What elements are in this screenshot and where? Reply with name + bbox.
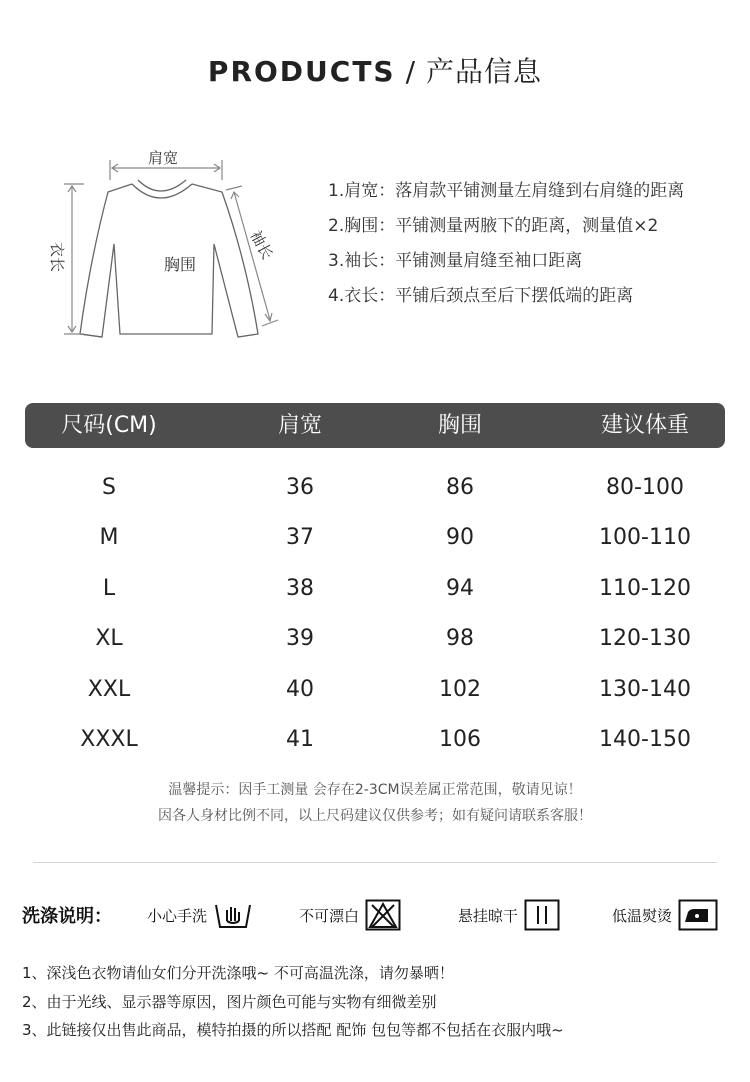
title-separator: / xyxy=(405,55,417,88)
wash-label: 小心手洗 xyxy=(147,906,208,925)
cell-shoulder: 37 xyxy=(286,525,314,550)
table-row xyxy=(25,463,725,513)
tip-line: 3、此链接仅出售此商品，模特拍摄的所以搭配 配饰 包包等都不包括在衣服内哦~ xyxy=(22,1021,564,1039)
measurement-diagram xyxy=(40,140,300,355)
measure-note: 1.肩宽：落肩款平铺测量左肩缝到右肩缝的距离 xyxy=(328,181,685,201)
header-shoulder: 肩宽 xyxy=(277,413,322,438)
wash-item-hang-dry xyxy=(458,895,560,935)
wash-label: 不可漂白 xyxy=(299,906,360,925)
cell-size: XXXL xyxy=(80,727,138,752)
table-row xyxy=(25,564,725,614)
cell-size: M xyxy=(99,525,119,550)
hang-dry-icon xyxy=(524,899,560,931)
cell-chest: 94 xyxy=(446,576,474,601)
label-sleeve: 袖长 xyxy=(246,227,277,263)
table-row xyxy=(25,665,725,715)
cell-shoulder: 40 xyxy=(286,677,314,702)
label-shoulder: 肩宽 xyxy=(148,149,179,167)
wash-label: 低温熨烫 xyxy=(612,906,673,925)
notice-line: 因各人身材比例不同，以上尺码建议仅供参考；如有疑问请联系客服！ xyxy=(158,808,592,824)
cell-shoulder: 38 xyxy=(286,576,314,601)
cell-shoulder: 39 xyxy=(286,626,314,651)
cell-shoulder: 41 xyxy=(286,727,314,752)
wash-item-hand-wash xyxy=(147,895,253,935)
measurement-notes xyxy=(328,177,684,317)
cell-weight: 140-150 xyxy=(599,727,691,752)
tip-line: 1、深浅色衣物请仙女们分开洗涤哦~ 不可高温洗涤，请勿暴晒！ xyxy=(22,964,454,982)
measure-note: 3.袖长：平铺测量肩缝至袖口距离 xyxy=(328,251,583,271)
divider xyxy=(33,862,717,863)
cell-weight: 120-130 xyxy=(599,626,691,651)
cell-size: XL xyxy=(95,626,123,651)
wash-item-low-iron xyxy=(612,895,718,935)
wash-label: 悬挂晾干 xyxy=(458,906,519,925)
cell-chest: 102 xyxy=(439,677,481,702)
title-en: PRODUCTS xyxy=(207,55,396,88)
table-row xyxy=(25,614,725,664)
table-row xyxy=(25,715,725,765)
cell-weight: 100-110 xyxy=(599,525,691,550)
cell-chest: 86 xyxy=(446,475,474,500)
size-table-header xyxy=(25,403,725,448)
cell-shoulder: 36 xyxy=(286,475,314,500)
cell-chest: 98 xyxy=(446,626,474,651)
hand-wash-icon xyxy=(213,899,253,931)
measure-note: 2.胸围：平铺测量两腋下的距离，测量值×2 xyxy=(328,216,659,236)
header-size: 尺码(CM) xyxy=(61,413,157,438)
header-weight: 建议体重 xyxy=(600,413,689,438)
cell-size: S xyxy=(102,475,116,500)
label-length: 衣长 xyxy=(48,242,66,273)
label-chest: 胸围 xyxy=(164,255,197,274)
tip-line: 2、由于光线、显示器等原因，图片颜色可能与实物有细微差别 xyxy=(22,993,437,1011)
washing-title: 洗涤说明： xyxy=(22,906,112,927)
no-bleach-icon xyxy=(365,899,401,931)
cell-weight: 80-100 xyxy=(606,475,684,500)
cell-size: L xyxy=(102,576,116,601)
measure-note: 4.衣长：平铺后颈点至后下摆低端的距离 xyxy=(328,286,634,306)
header-chest: 胸围 xyxy=(437,413,482,438)
wash-item-no-bleach xyxy=(299,895,401,935)
cell-weight: 110-120 xyxy=(599,576,691,601)
cell-weight: 130-140 xyxy=(599,677,691,702)
cell-size: XXL xyxy=(87,677,131,702)
table-row xyxy=(25,513,725,563)
cell-chest: 106 xyxy=(439,727,481,752)
title-cn: 产品信息 xyxy=(426,55,543,88)
low-iron-icon xyxy=(678,899,718,931)
page-title xyxy=(0,50,750,90)
cell-chest: 90 xyxy=(446,525,474,550)
notice-line: 温馨提示：因手工测量 会存在2-3CM误差属正常范围，敬请见谅！ xyxy=(168,782,582,798)
sweater-illustration xyxy=(40,140,300,355)
